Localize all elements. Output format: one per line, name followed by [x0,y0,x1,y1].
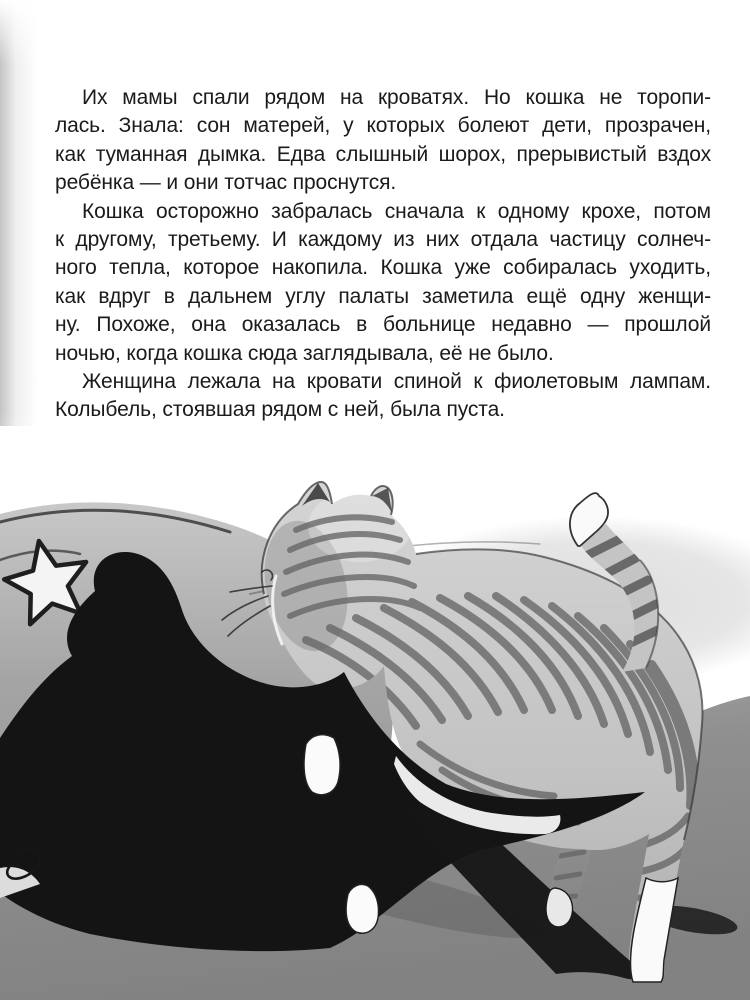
text-line: как вдруг в дальнем углу палаты заметила ещё одну женщи- [55,284,711,308]
text-line: к другому, третьему. И каждому из них отдала частицу солнеч- [55,228,711,252]
text-line: Их мамы спали рядом на кроватях. Но кошка не торопи- [82,86,711,109]
text-line: Женщина лежала на кровати спиной к фиолетовым лампам. [82,370,711,394]
text-line: Колыбель, стоявшая рядом с ней, была пуста. [55,398,505,422]
text-line: ну. Похоже, она оказалась в больнице недавно — прошлой [55,313,711,337]
text-line: как туманная дымка. Едва слышный шорох, прерывистый вздох [55,142,711,166]
text-line: ребёнка — и они тотчас проснутся. [55,171,397,195]
text-line: Кошка осторожно забралась сначала к одному крохе, потом [82,199,711,223]
text-line: ночью, когда кошка сюда заглядывала, её не было. [55,341,554,365]
front-paw-upper [304,735,340,795]
text-line: ного тепла, которое накопила. Кошка уже собиралась уходить, [55,256,711,280]
front-paw-lower [346,884,378,933]
paragraph [55,368,711,425]
cat-illustration [0,426,750,1000]
paragraph [55,198,711,368]
story-text [55,84,711,425]
paragraph [55,84,711,198]
text-line: лась. Знала: сон матерей, у которых болеют дети, прозрачен, [55,114,711,138]
